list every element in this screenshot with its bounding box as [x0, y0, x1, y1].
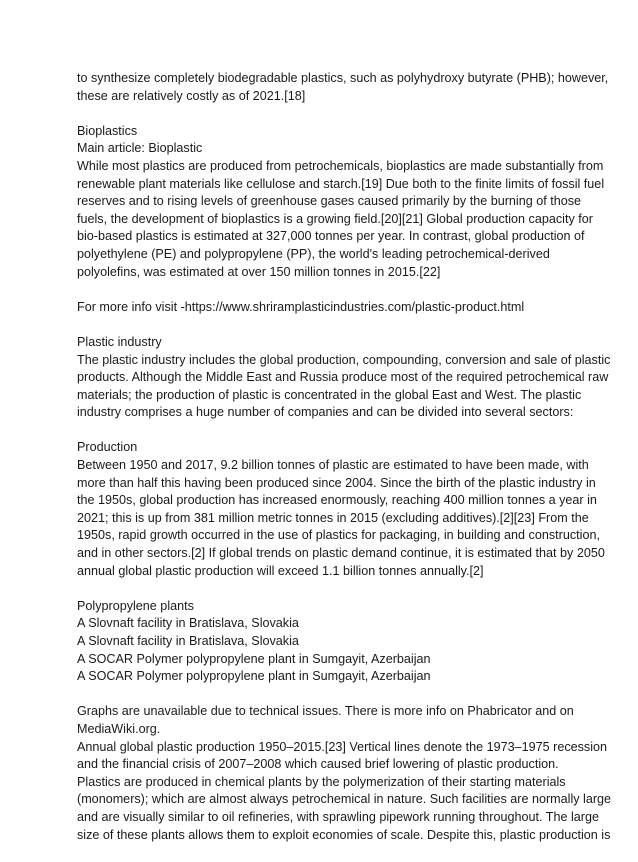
text-line: MediaWiki.org. — [77, 721, 161, 736]
text-line: renewable plant materials like cellulose and starch.[19] Due both to the finite limits of fossil fuel — [77, 176, 605, 191]
text-line: Plastics are produced in chemical plants by the polymerization of their starting materials — [77, 774, 566, 789]
paragraph-more-info — [77, 299, 569, 317]
text-line: bio-based plastics is estimated at 327,000 tonnes per year. In contrast, global production of — [77, 229, 585, 244]
section-heading: Plastic industry — [77, 334, 162, 349]
text-line: fuels, the development of bioplastics is a growing field.[20][21] Global production capacity for — [77, 211, 593, 226]
image-caption: A SOCAR Polymer polypropylene plant in Sumgayit, Azerbaijan — [77, 651, 431, 666]
text-line: materials; the production of plastic is concentrated in the global East and West. The plastic — [77, 387, 582, 402]
text-line: reserves and to rising levels of greenhouse gases caused primarily by the burning of those — [77, 194, 582, 209]
text-line: size of these plants allows them to exploit economies of scale. Despite this, plastic production is — [77, 827, 611, 842]
image-caption: A Slovnaft facility in Bratislava, Slovakia — [77, 634, 299, 648]
document-body — [77, 70, 612, 862]
text-line: 1950s, rapid growth occurred in the use of plastics for packaging, in building and construction, — [77, 528, 600, 543]
text-line: polyolefins, was estimated at over 150 million tonnes in 2015.[22] — [77, 264, 441, 279]
paragraph-intro — [77, 70, 609, 105]
section-polypropylene-plants — [77, 598, 569, 686]
text-line: Annual global plastic production 1950–2015.[23] Vertical lines denote the 1973–1975 recession — [77, 739, 608, 754]
text-line: products. Although the Middle East and Russia produce most of the required petrochemical raw — [77, 370, 609, 385]
text-line: these are relatively costly as of 2021.[18] — [77, 88, 306, 103]
text-line: Graphs are unavailable due to technical issues. There is more info on Phabricator and on — [77, 704, 574, 719]
image-caption: A SOCAR Polymer polypropylene plant in Sumgayit, Azerbaijan — [77, 669, 431, 684]
image-caption: A Slovnaft facility in Bratislava, Slovakia — [77, 616, 299, 631]
text-line: and in other sectors.[2] If global trends on plastic demand continue, it is estimated that by 2050 — [77, 546, 605, 561]
text-line: and the financial crisis of 2007–2008 which caused brief lowering of plastic production. — [77, 757, 559, 772]
main-article-note: Main article: Bioplastic — [77, 141, 203, 156]
section-heading: Polypropylene plants — [77, 598, 194, 613]
text-line: 2021; this is up from 381 million metric tonnes in 2015 (excluding additives).[2][23] From the — [77, 510, 589, 525]
text-line: While most plastics are produced from petrochemicals, bioplastics are made substantially from — [77, 158, 604, 173]
text-line: the 1950s, global production has increased enormously, reaching 400 million tonnes a year in — [77, 493, 597, 508]
text-line: annual global plastic production will exceed 1.1 billion tonnes annually.[2] — [77, 563, 484, 578]
more-info-link-text: For more info visit -https://www.shriramplasticindustries.com/plastic-product.html — [77, 299, 525, 314]
text-line: (monomers); which are almost always petrochemical in nature. Such facilities are normally large — [77, 792, 612, 807]
text-line: more than half this having been produced since 2004. Since the birth of the plastic industry in — [77, 475, 596, 490]
text-line: and are visually similar to oil refineries, with sprawling pipework running throughout. The large — [77, 809, 599, 824]
section-plastic-industry — [77, 334, 611, 422]
text-line: industry comprises a huge number of companies and can be divided into several sectors: — [77, 405, 574, 420]
text-line: to synthesize completely biodegradable plastics, such as polyhydroxy butyrate (PHB); however, — [77, 71, 609, 85]
text-line: The plastic industry includes the global production, compounding, conversion and sale of plastic — [77, 352, 611, 367]
section-production — [77, 439, 605, 580]
section-heading: Production — [77, 440, 138, 455]
text-line: Between 1950 and 2017, 9.2 billion tonnes of plastic are estimated to have been made, with — [77, 458, 589, 473]
text-line: polyethylene (PE) and polypropylene (PP), the world's leading petrochemical-derived — [77, 246, 550, 261]
section-heading: Bioplastics — [77, 123, 138, 138]
section-graphs — [77, 703, 612, 844]
section-bioplastics — [77, 123, 605, 281]
